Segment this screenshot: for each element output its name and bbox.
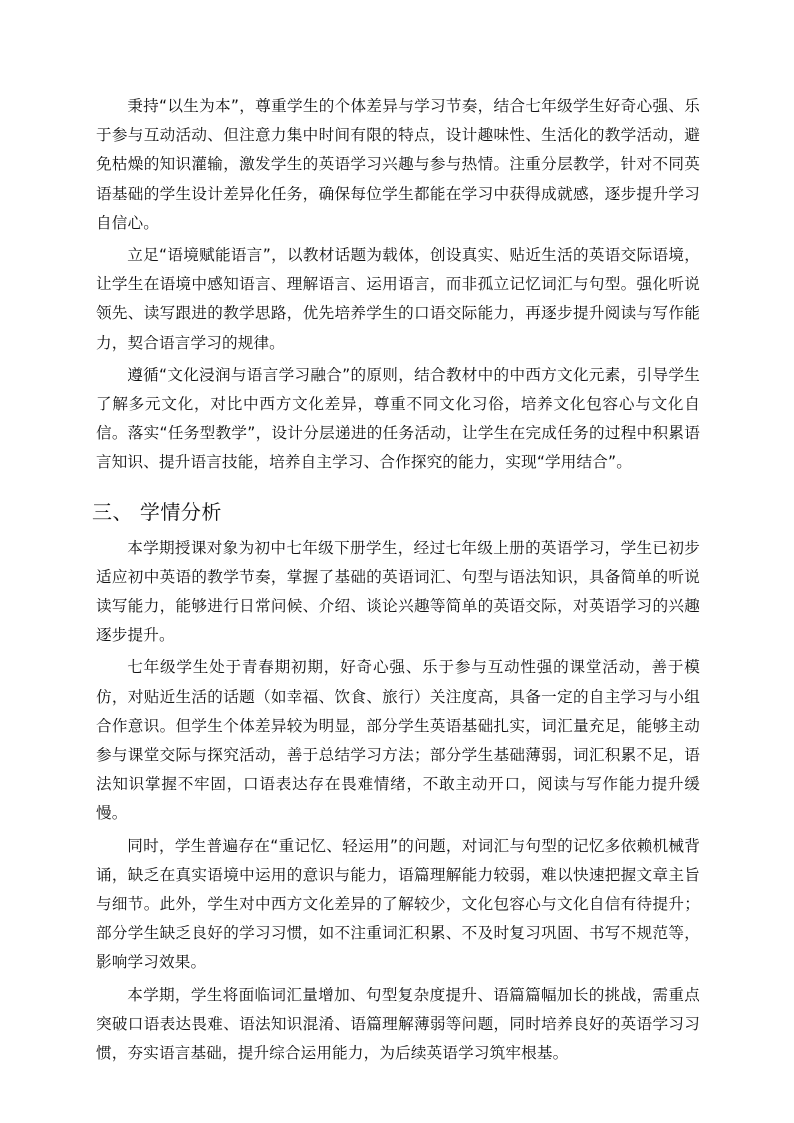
paragraph-semester-challenges: 本学期，学生将面临词汇量增加、句型复杂度提升、语篇篇幅加长的挑战，需重点突破口语表达畏难、语法知识混淆、语篇理解薄弱等问题，同时培养良好的英语学习习惯，夯实语言基础，提升综合运用能力，为后续英语学习筑牢根基。 — [96, 985, 700, 1063]
paragraph-learner-characteristics: 七年级学生处于青春期初期，好奇心强、乐于参与互动性强的课堂活动，善于模仿，对贴近生活的话题（如幸福、饮食、旅行）关注度高，具备一定的自主学习与小组合作意识。但学生个体差异较为明显，部分学生英语基础扎实，词汇量充足，能够主动参与课堂交际与探究活动，善于总结学习方法；部分学生基础薄弱，词汇积累不足，语法知识掌握不牢固，口语表达存在畏难情绪，不敢主动开口，阅读与写作能力提升缓慢。 — [96, 658, 700, 823]
paragraph-culture-integration: 遵循“文化浸润与语言学习融合”的原则，结合教材中的中西方文化元素，引导学生了解多元文化，对比中西方文化差异，尊重不同文化习俗，培养文化包容心与文化自信。落实“任务型教学”，设计分层递进的任务活动，让学生在完成任务的过程中积累语言知识、提升语言技能，培养自主学习、合作探究的能力，实现“学用结合”。 — [96, 365, 700, 472]
paragraph-learner-problems: 同时，学生普遍存在“重记忆、轻运用”的问题，对词汇与句型的记忆多依赖机械背诵，缺乏在真实语境中运用的意识与能力，语篇理解能力较弱，难以快速把握文章主旨与细节。此外，学生对中西方文化差异的了解较少，文化包容心与文化自信有待提升；部分学生缺乏良好的学习习惯，如不注重词汇积累、不及时复习巩固、书写不规范等，影响学习效果。 — [96, 836, 700, 972]
paragraph-context-language: 立足“语境赋能语言”，以教材话题为载体，创设真实、贴近生活的英语交际语境，让学生在语境中感知语言、理解语言、运用语言，而非孤立记忆词汇与句型。强化听说领先、读写跟进的教学思路，优先培养学生的口语交际能力，再逐步提升阅读与写作能力，契合语言学习的规律。 — [96, 246, 700, 352]
paragraph-student-centered: 秉持“以生为本”，尊重学生的个体差异与学习节奏，结合七年级学生好奇心强、乐于参与互动活动、但注意力集中时间有限的特点，设计趣味性、生活化的教学活动，避免枯燥的知识灌输，激发学生的英语学习兴趣与参与热情。注重分层教学，针对不同英语基础的学生设计差异化任务，确保每位学生都能在学习中获得成就感，逐步提升学习自信心。 — [96, 97, 700, 232]
document-page — [92, 92, 700, 1071]
section-heading-learner-analysis: 三、 学情分析 — [92, 499, 222, 524]
paragraph-learner-background: 本学期授课对象为初中七年级下册学生，经过七年级上册的英语学习，学生已初步适应初中英语的教学节奏，掌握了基础的英语词汇、句型与语法知识，具备简单的听说读写能力，能够进行日常问候、介绍、谈论兴趣等简单的英语交际，对英语学习的兴趣逐步提升。 — [96, 538, 700, 645]
